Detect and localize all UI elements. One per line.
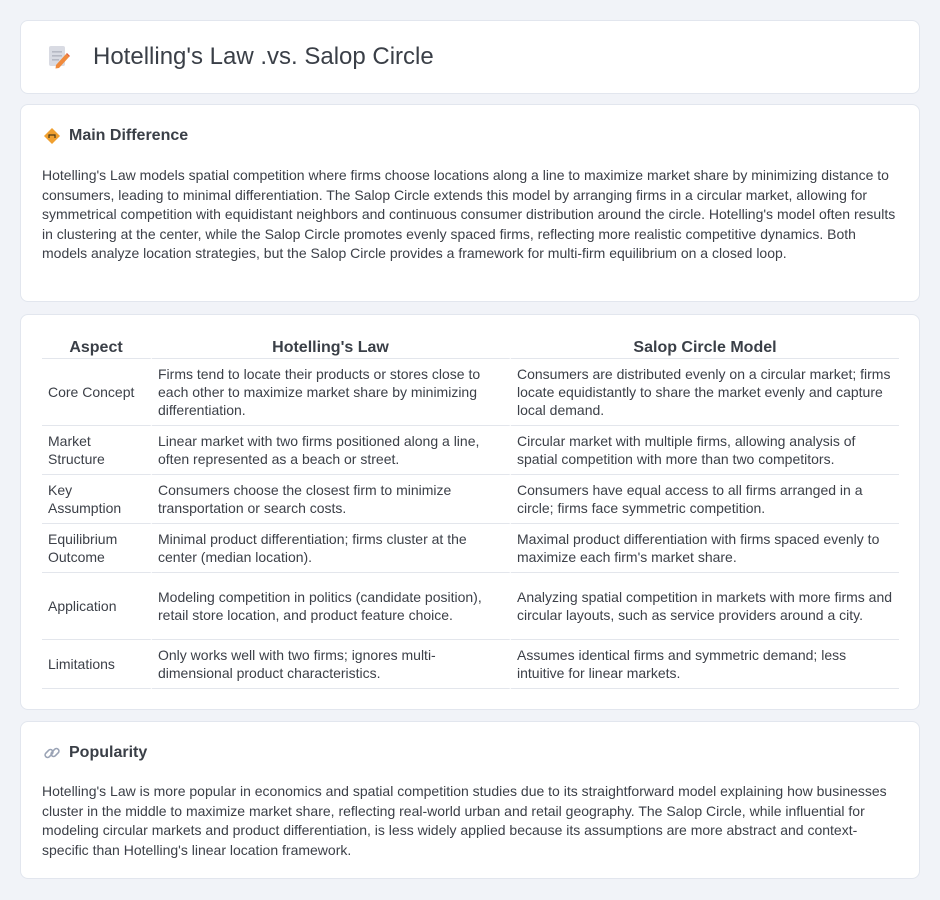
row-hotelling: Firms tend to locate their products or stores close to each other to maximize market share by minimizing differentiation. bbox=[152, 359, 511, 426]
table-row bbox=[42, 426, 899, 475]
diamond-sign-icon bbox=[43, 127, 61, 145]
table-row bbox=[42, 524, 899, 573]
row-hotelling: Minimal product differentiation; firms cluster at the center (median location). bbox=[152, 524, 511, 573]
main-difference-text: Hotelling's Law models spatial competition where firms choose locations along a line to maximize market share by minimizing distance to consumers, leading to minimal differentiation. The Salop Circle extends this model by arranging firms in a circular market, allowing for symmetrical competition with equidistant neighbors and continuous consumer distribution around the circle. Hotelling's model often results in clustering at the center, while the Salop Circle promotes evenly spaced firms, reflecting more realistic competitive dynamics. Both models analyze location strategies, but the Salop Circle provides a framework for multi-firm equilibrium on a closed loop. bbox=[42, 167, 896, 261]
row-aspect: Core Concept bbox=[42, 359, 152, 426]
document-pencil-icon bbox=[47, 44, 71, 70]
row-hotelling: Modeling competition in politics (candidate position), retail store location, and product feature choice. bbox=[152, 573, 511, 640]
main-difference-header bbox=[43, 127, 188, 145]
row-hotelling: Consumers choose the closest firm to minimize transportation or search costs. bbox=[152, 475, 511, 524]
row-salop: Maximal product differentiation with firms spaced evenly to maximize each firm's market share. bbox=[511, 524, 899, 573]
table-row bbox=[42, 475, 899, 524]
row-hotelling: Only works well with two firms; ignores multi-dimensional product characteristics. bbox=[152, 640, 511, 689]
title-card bbox=[20, 20, 920, 94]
popularity-header bbox=[43, 744, 147, 762]
comparison-card bbox=[20, 314, 920, 710]
page-title: Hotelling's Law .vs. Salop Circle bbox=[93, 43, 434, 70]
popularity-text: Hotelling's Law is more popular in economics and spatial competition studies due to its straightforward model explaining how businesses cluster in the middle to maximize market share, reflecting real-world urban and retail geography. The Salop Circle, while influential for modeling circular markets and product differentiation, is less widely applied because its assumptions are more abstract and context-specific than Hotelling's linear location framework. bbox=[42, 783, 887, 858]
popularity-card bbox=[20, 721, 920, 879]
row-salop: Analyzing spatial competition in markets with more firms and circular layouts, such as service providers around a city. bbox=[511, 573, 899, 640]
header-hotelling: Hotelling's Law bbox=[152, 335, 511, 359]
row-aspect: Key Assumption bbox=[42, 475, 152, 524]
link-icon bbox=[43, 744, 61, 762]
row-aspect: Equilibrium Outcome bbox=[42, 524, 152, 573]
row-salop: Assumes identical firms and symmetric demand; less intuitive for linear markets. bbox=[511, 640, 899, 689]
table-header-row bbox=[42, 335, 899, 359]
main-difference-heading: Main Difference bbox=[69, 127, 189, 144]
row-aspect: Limitations bbox=[42, 640, 152, 689]
table-row bbox=[42, 640, 899, 689]
row-hotelling: Linear market with two firms positioned along a line, often represented as a beach or street. bbox=[152, 426, 511, 475]
table-row bbox=[42, 359, 899, 426]
table-row bbox=[42, 573, 899, 640]
title-row bbox=[47, 43, 434, 71]
row-aspect: Market Structure bbox=[42, 426, 152, 475]
row-aspect: Application bbox=[42, 573, 152, 640]
popularity-heading: Popularity bbox=[69, 744, 148, 761]
row-salop: Consumers are distributed evenly on a circular market; firms locate equidistantly to share the market evenly and capture local demand. bbox=[511, 359, 899, 426]
header-aspect: Aspect bbox=[42, 335, 152, 359]
header-salop: Salop Circle Model bbox=[511, 335, 899, 359]
row-salop: Consumers have equal access to all firms arranged in a circle; firms face symmetric competition. bbox=[511, 475, 899, 524]
main-difference-card bbox=[20, 104, 920, 302]
row-salop: Circular market with multiple firms, allowing analysis of spatial competition with more than two competitors. bbox=[511, 426, 899, 475]
comparison-table bbox=[42, 335, 899, 689]
